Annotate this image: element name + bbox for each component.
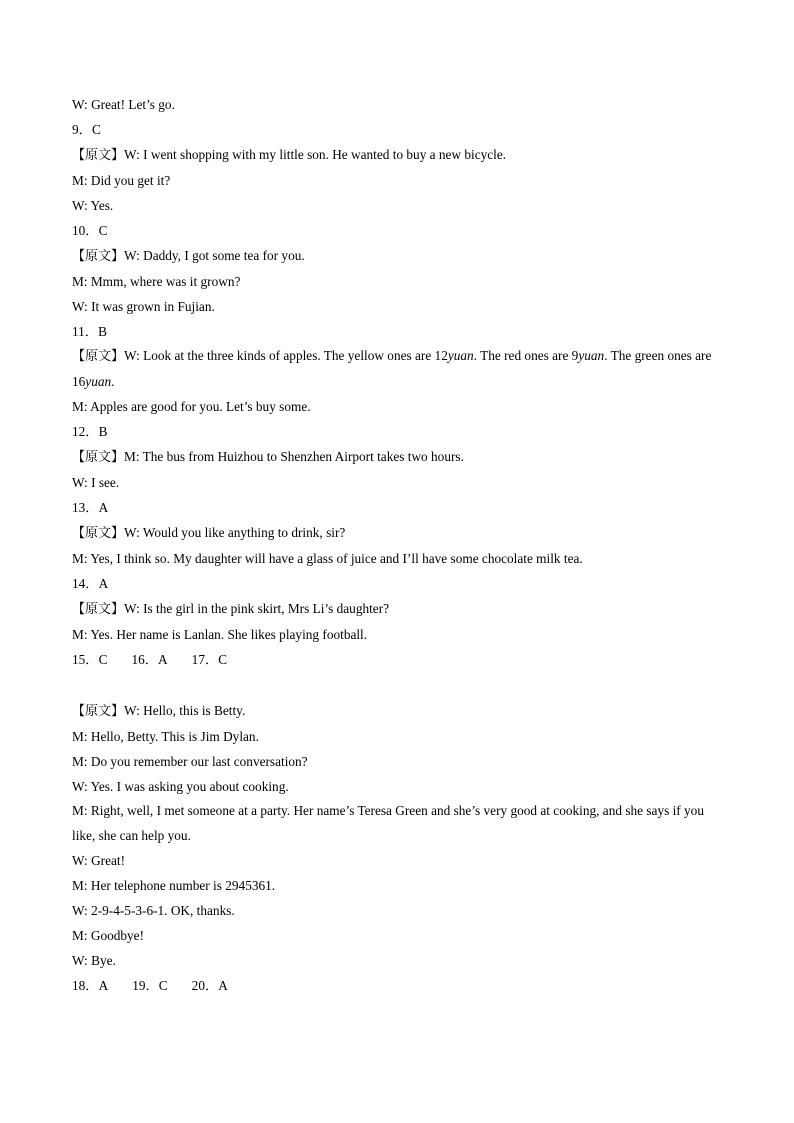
blank-gap bbox=[72, 672, 722, 698]
text-line: M: Yes. Her name is Lanlan. She likes playing football. bbox=[72, 627, 368, 642]
transcript-line: 【原文】W: I went shopping with my little son. He wanted to buy a new bicycle. bbox=[72, 147, 507, 163]
answer-12: 12．B bbox=[72, 424, 108, 439]
transcript-line: 【原文】M: The bus from Huizhou to Shenzhen Airport takes two hours. bbox=[72, 449, 464, 465]
answer-14: 14．A bbox=[72, 576, 109, 591]
answers-18-20: 18．A 19．C 20．A bbox=[72, 978, 228, 993]
transcript-line: 【原文】W: Is the girl in the pink skirt, Mrs Li’s daughter? bbox=[72, 601, 390, 617]
answers-15-17: 15．C 16．A 17．C bbox=[72, 652, 228, 667]
text-line: W: 2-9-4-5-3-6-1. OK, thanks. bbox=[72, 903, 235, 918]
transcript-tag: 【原文】 bbox=[72, 249, 125, 264]
text-line: W: Yes. I was asking you about cooking. bbox=[72, 779, 289, 794]
transcript-tag: 【原文】 bbox=[72, 148, 125, 163]
transcript-line: 【原文】W: Look at the three kinds of apples. The yellow ones are 12yuan. The red ones are 9yuan. The green ones are 16yuan. bbox=[72, 348, 712, 389]
transcript-line: 【原文】W: Would you like anything to drink, sir? bbox=[72, 525, 346, 541]
text-line: M: Her telephone number is 2945361. bbox=[72, 878, 276, 893]
transcript-tag: 【原文】 bbox=[72, 526, 125, 541]
transcript-tag: 【原文】 bbox=[72, 349, 125, 364]
document-page bbox=[72, 92, 722, 998]
text-line: M: Apples are good for you. Let’s buy some. bbox=[72, 399, 311, 414]
transcript-tag: 【原文】 bbox=[72, 450, 125, 465]
text-line: M: Did you get it? bbox=[72, 173, 171, 188]
text-line: W: I see. bbox=[72, 475, 120, 490]
text-line: M: Right, well, I met someone at a party. Her name’s Teresa Green and she’s very good at cooking, and she says if you like, she can help you. bbox=[72, 803, 704, 843]
answer-10: 10．C bbox=[72, 223, 108, 238]
text-line: W: Bye. bbox=[72, 953, 116, 968]
answer-13: 13．A bbox=[72, 500, 109, 515]
text-line: M: Do you remember our last conversation? bbox=[72, 754, 308, 769]
text-line: W: Yes. bbox=[72, 198, 114, 213]
text-line: M: Mmm, where was it grown? bbox=[72, 274, 241, 289]
transcript-tag: 【原文】 bbox=[72, 602, 125, 617]
answer-9: 9．C bbox=[72, 122, 101, 137]
text-line: W: It was grown in Fujian. bbox=[72, 299, 215, 314]
text-line: W: Great! bbox=[72, 853, 126, 868]
transcript-line: 【原文】W: Daddy, I got some tea for you. bbox=[72, 248, 305, 264]
transcript-line: 【原文】W: Hello, this is Betty. bbox=[72, 703, 246, 719]
transcript-tag: 【原文】 bbox=[72, 704, 125, 719]
text-line: M: Hello, Betty. This is Jim Dylan. bbox=[72, 729, 259, 744]
text-line: M: Yes, I think so. My daughter will have a glass of juice and I’ll have some chocolate milk tea. bbox=[72, 551, 583, 566]
text-line: W: Great! Let’s go. bbox=[72, 97, 175, 112]
answer-11: 11．B bbox=[72, 324, 107, 339]
text-line: M: Goodbye! bbox=[72, 928, 145, 943]
